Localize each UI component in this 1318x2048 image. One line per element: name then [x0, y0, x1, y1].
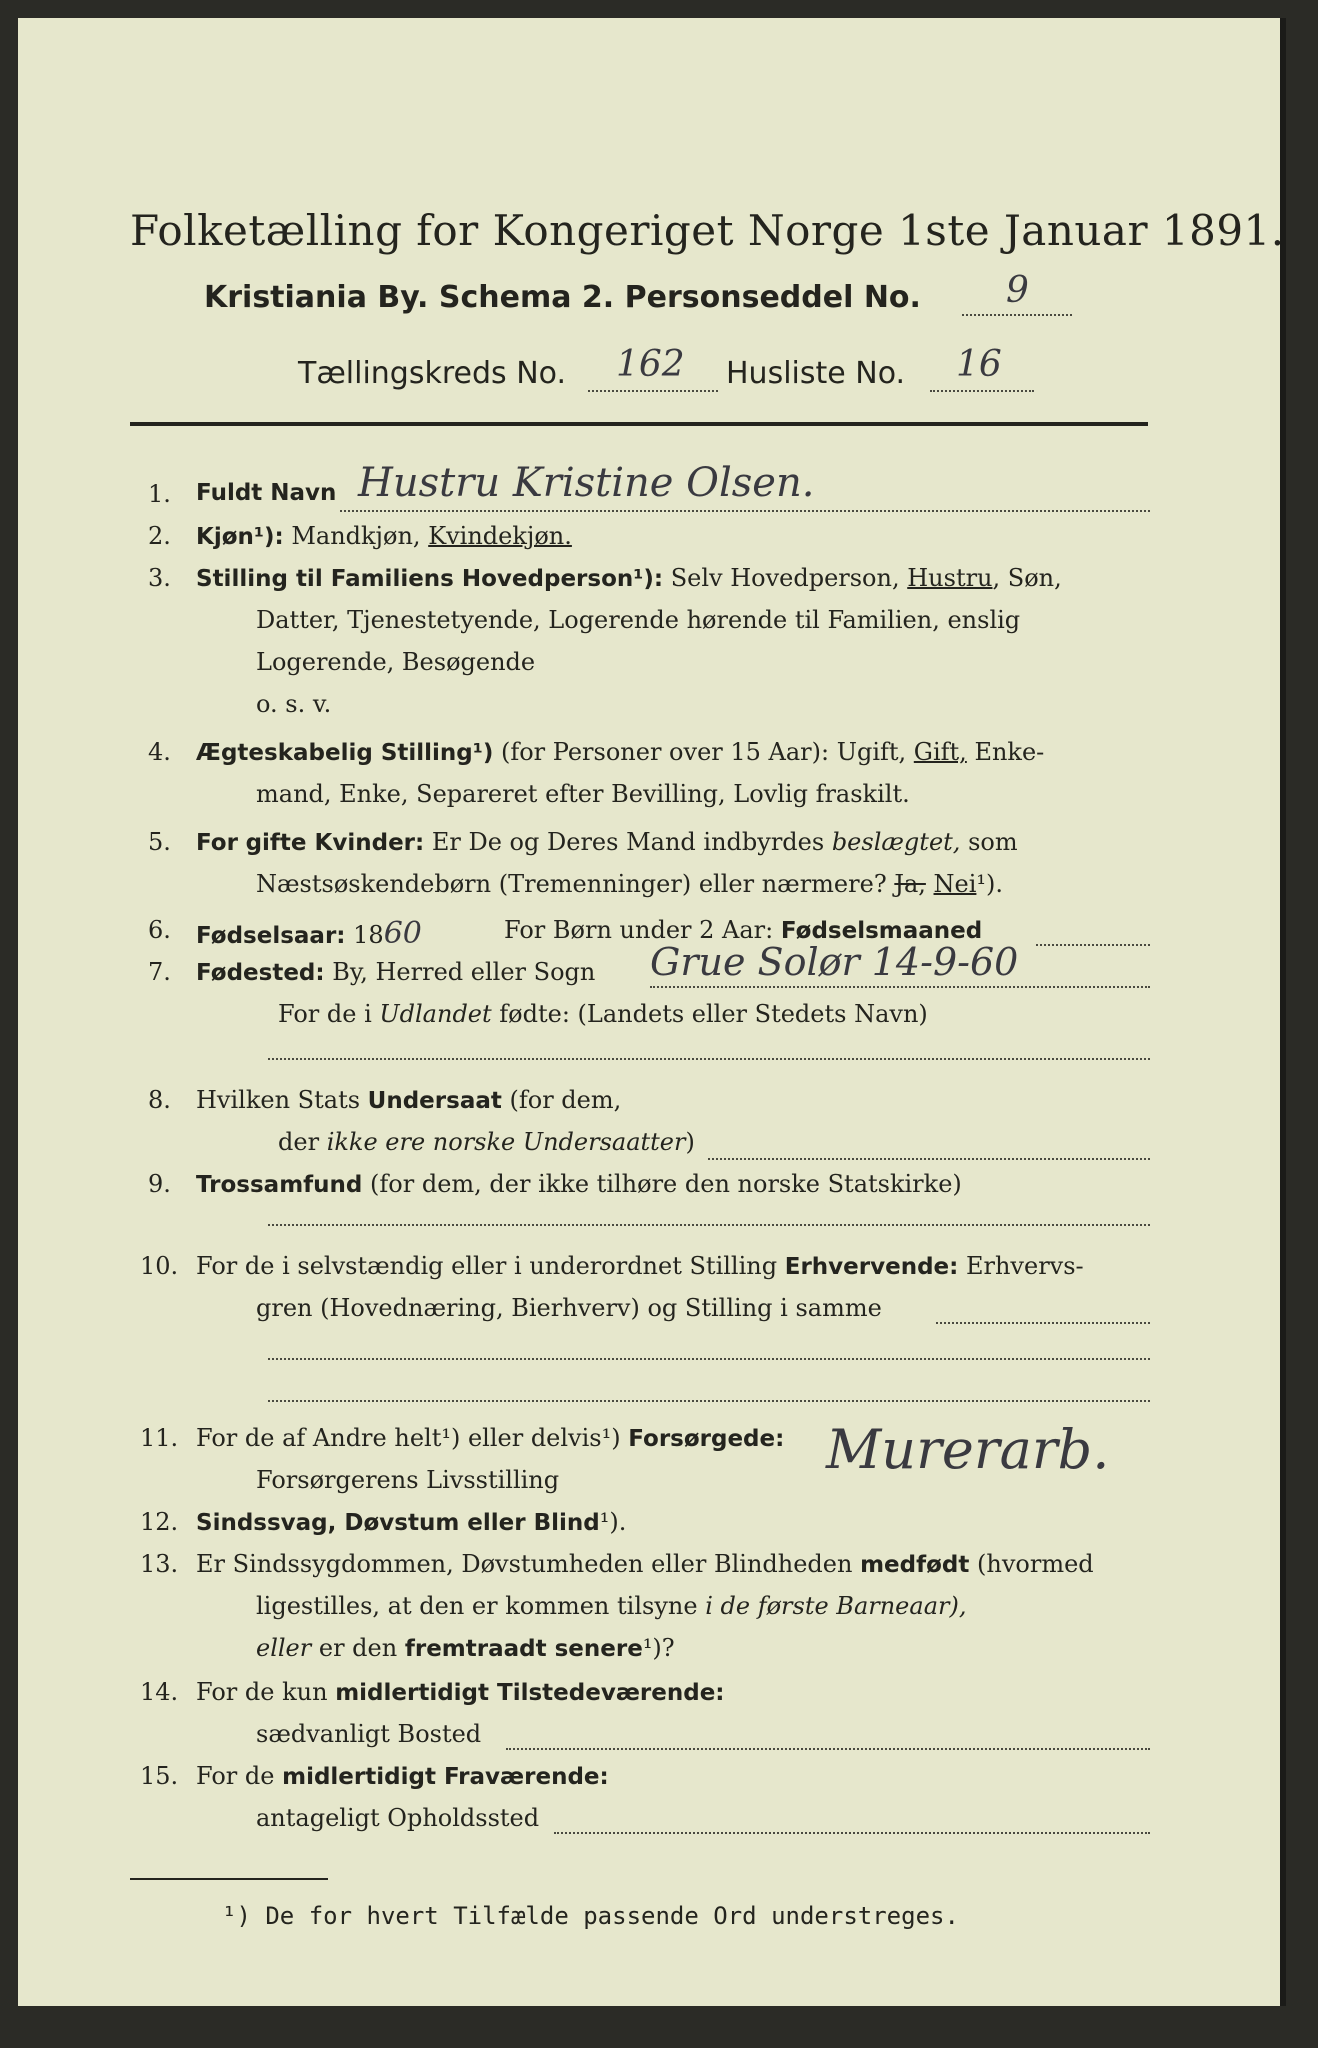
- full-name-value: Hustru Kristine Olsen.: [358, 460, 815, 506]
- husliste-label: Husliste No.: [726, 356, 906, 391]
- citizenship-l2a: der: [278, 1128, 320, 1156]
- taellingskreds-dots: [588, 390, 718, 392]
- birthplace-line: [196, 958, 595, 986]
- marital-status-line2: mand, Enke, Separeret efter Bevilling, Lovlig fraskilt.: [256, 780, 910, 808]
- temporary-absent-label: midlertidigt Fraværende:: [282, 1764, 609, 1790]
- husliste-dots: [930, 390, 1034, 392]
- marital-status-label: Ægteskabelig Stilling¹): [196, 740, 494, 766]
- personseddel-dots: [962, 314, 1072, 316]
- occupation-dots-1: [936, 1322, 1150, 1324]
- item-number: 7.: [148, 958, 171, 986]
- occupation-b: Erhvervs-: [965, 1252, 1084, 1280]
- congenital-l2a: ligestilles, at den er kommen tilsyne: [256, 1592, 698, 1620]
- birthplace-dots: [650, 986, 1150, 988]
- census-form: [18, 18, 1286, 2006]
- birthplace-abroad-line: [278, 1000, 928, 1028]
- family-position-line3: Logerende, Besøgende: [256, 648, 536, 676]
- congenital-label: medfødt: [860, 1552, 970, 1578]
- citizenship-l2-italic: ikke ere norske Undersaatter: [326, 1128, 686, 1156]
- family-position-options: Selv Hovedperson,: [670, 564, 900, 592]
- item-number: 8.: [148, 1086, 171, 1114]
- congenital-l2-italic: i de første Barneaar),: [705, 1592, 967, 1620]
- citizenship-line: [196, 1086, 621, 1114]
- header-rule: [130, 422, 1148, 426]
- birthplace-value: Grue Solør 14-9-60: [650, 940, 1019, 984]
- family-position-line: [196, 564, 1062, 592]
- probable-residence-dots: [554, 1832, 1150, 1834]
- congenital-l3a: er den: [318, 1634, 398, 1662]
- item-number: 6.: [148, 916, 171, 944]
- congenital-b: (hvormed: [977, 1550, 1094, 1578]
- citizenship-l2b: ): [685, 1128, 695, 1156]
- marital-status-line: [196, 738, 1044, 766]
- religion-text: (for dem, der ikke tilhøre den norske Statskirke): [370, 1170, 962, 1198]
- family-position-line2: Datter, Tjenestetyende, Logerende hørende til Familien, enslig: [256, 606, 1021, 634]
- footnote-rule: [130, 1878, 328, 1880]
- disability-line: [196, 1508, 626, 1536]
- item-number: 12.: [140, 1508, 179, 1536]
- item-number: 15.: [140, 1762, 179, 1790]
- full-name-dots: [340, 510, 1150, 512]
- birth-month-label: Fødselsmaaned: [780, 918, 983, 944]
- item-number: 13.: [140, 1550, 179, 1578]
- item-number: 5.: [148, 828, 171, 856]
- item-number: 11.: [140, 1424, 179, 1452]
- occupation-dots-2: [268, 1358, 1150, 1360]
- item-number: 3.: [148, 564, 171, 592]
- occupation-line: [196, 1252, 1084, 1280]
- family-position-line4: o. s. v.: [256, 690, 332, 718]
- occupation-line2: gren (Hovednæring, Bierhverv) og Stilling i samme: [256, 1294, 882, 1322]
- marital-status-selected: Gift,: [913, 738, 967, 766]
- item-number: 14.: [140, 1678, 179, 1706]
- sex-option-female-selected: Kvindekjøn.: [428, 522, 572, 550]
- taellingskreds-number: 162: [616, 344, 685, 385]
- married-women-question: Er De og Deres Mand indbyrdes: [431, 828, 825, 856]
- citizenship-dots: [708, 1158, 1150, 1160]
- congenital-a: Er Sindssygdommen, Døvstumheden eller Blindheden: [196, 1550, 853, 1578]
- married-women-line2: [256, 870, 1003, 898]
- answer-yes-crossed: Ja,: [894, 870, 926, 898]
- congenital-line2: [256, 1592, 966, 1620]
- occupation-a: For de i selvstændig eller i underordnet Stilling: [196, 1252, 778, 1280]
- congenital-line3: [256, 1634, 675, 1662]
- usual-residence-dots: [506, 1748, 1150, 1750]
- birth-year-prefix: 18: [353, 921, 384, 949]
- temporary-absent-line: [196, 1762, 609, 1790]
- item-number: 9.: [148, 1170, 171, 1198]
- married-women-label: gifte Kvinder:: [245, 830, 425, 856]
- occupation-dots-3: [268, 1400, 1150, 1402]
- marital-status-tail: Enke-: [974, 738, 1045, 766]
- usual-residence-label: sædvanligt Bosted: [256, 1720, 482, 1748]
- supported-a: For de af Andre helt¹) eller delvis¹): [196, 1424, 621, 1452]
- occupation-label: Erhvervende:: [784, 1254, 959, 1280]
- married-women-tail: som: [968, 828, 1018, 856]
- congenital-l3-italic: eller: [256, 1634, 312, 1662]
- birth-year-line: [196, 916, 422, 951]
- taellingskreds-label: Tællingskreds No.: [298, 356, 566, 391]
- religion-label: Trossamfund: [196, 1172, 363, 1198]
- birth-month-text: For Børn under 2 Aar:: [504, 916, 774, 944]
- answer-tail: ¹).: [976, 870, 1004, 898]
- congenital-l3-label: fremtraadt senere: [404, 1636, 643, 1662]
- religion-dots: [268, 1224, 1150, 1226]
- husliste-number: 16: [956, 344, 1002, 385]
- congenital-line: [196, 1550, 1094, 1578]
- item-number: 10.: [140, 1252, 179, 1280]
- birth-month-dots: [1036, 944, 1150, 946]
- family-position-label: Stilling til Familiens Hovedperson¹):: [196, 566, 664, 592]
- city-schema-line: Kristiania By. Schema 2. Personseddel No.: [204, 280, 921, 315]
- supported-label: Forsørgede:: [628, 1426, 785, 1452]
- personseddel-number: 9: [1006, 270, 1029, 311]
- family-position-selected: Hustru: [907, 564, 993, 592]
- citizenship-label: Undersaat: [367, 1088, 502, 1114]
- form-title: Folketælling for Kongeriget Norge 1ste Januar 1891.: [130, 206, 1285, 255]
- religion-line: [196, 1170, 962, 1198]
- abroad-italic: Udlandet: [379, 1000, 492, 1028]
- temporary-present-a: For de kun: [196, 1678, 328, 1706]
- family-position-options-tail: , Søn,: [992, 564, 1062, 592]
- sex-line: [196, 522, 572, 550]
- marital-status-options: (for Personer over 15 Aar): Ugift,: [500, 738, 907, 766]
- answer-no-selected: Nei: [933, 870, 977, 898]
- temporary-present-label: midlertidigt Tilstedeværende:: [335, 1680, 725, 1706]
- birth-year-value: 60: [383, 916, 422, 951]
- item-number: 4.: [148, 738, 171, 766]
- birthplace-label: Fødested:: [196, 960, 325, 986]
- footnote: ¹) De for hvert Tilfælde passende Ord understreges.: [222, 1902, 959, 1930]
- married-women-italic: beslægtet,: [831, 828, 961, 856]
- sex-option-male: Mandkjøn,: [291, 522, 421, 550]
- citizenship-a: Hvilken Stats: [196, 1086, 361, 1114]
- married-women-for: For: [196, 830, 238, 856]
- abroad-a: For de i: [278, 1000, 372, 1028]
- sex-label: Kjøn¹):: [196, 524, 284, 550]
- abroad-dots: [268, 1058, 1150, 1060]
- congenital-l3-tail: ¹)?: [642, 1634, 675, 1662]
- supported-line: [196, 1424, 784, 1452]
- abroad-b: fødte: (Landets eller Stedets Navn): [499, 1000, 928, 1028]
- birthplace-text: By, Herred eller Sogn: [332, 958, 596, 986]
- married-women-question2: Næstsøskendebørn (Tremenninger) eller nærmere?: [256, 870, 887, 898]
- supporter-occupation-label: Forsørgerens Livsstilling: [256, 1466, 560, 1494]
- temporary-absent-a: For de: [196, 1762, 275, 1790]
- item-number: 2.: [148, 522, 171, 550]
- disability-label: Sindssvag, Døvstum eller Blind: [196, 1510, 600, 1536]
- item-number: 1.: [148, 480, 171, 508]
- supporter-occupation-value: Murerarb.: [826, 1418, 1110, 1481]
- probable-residence-label: antageligt Opholdssted: [256, 1804, 540, 1832]
- married-women-line: [196, 828, 1018, 856]
- citizenship-b: (for dem,: [509, 1086, 622, 1114]
- birth-year-label: Fødselsaar:: [196, 923, 346, 949]
- disability-tail: ¹).: [599, 1508, 627, 1536]
- temporary-present-line: [196, 1678, 725, 1706]
- citizenship-line2: [278, 1128, 695, 1156]
- full-name-label: Fuldt Navn: [196, 480, 337, 506]
